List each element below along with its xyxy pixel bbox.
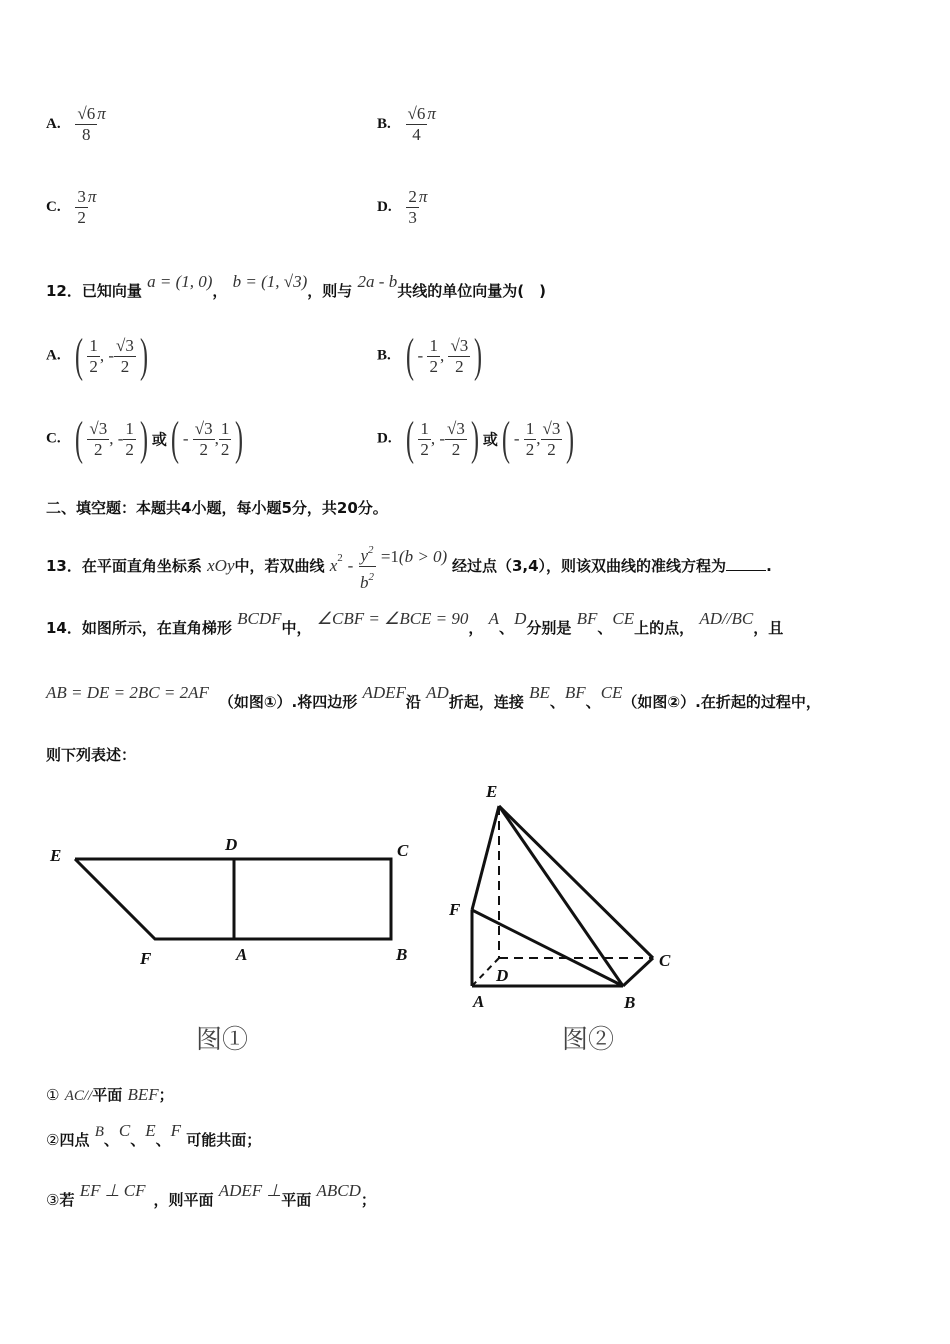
paren: ) — [470, 412, 479, 465]
hyperbola-equation: $x^2$ - $\frac{y^2}{b^2}$ =1(b > 0) — [330, 557, 452, 575]
q11-option-d — [377, 187, 427, 228]
answer-blank[interactable] — [726, 570, 766, 571]
q11-option-a — [46, 104, 106, 145]
edge-ad — [472, 958, 499, 986]
fraction: $\frac{√3}{2}$ — [450, 335, 469, 376]
coord-system: xOy — [207, 556, 235, 575]
separator: ， — [212, 282, 228, 300]
point-label: F — [449, 900, 461, 919]
figure-1 — [75, 859, 391, 939]
option-label: B. — [377, 347, 391, 364]
stem-text: 中，若双曲线 — [234, 557, 325, 575]
point-label: F — [140, 949, 152, 968]
fraction: $\frac{√3}{2}$ — [194, 418, 213, 459]
pi-symbol: π — [97, 104, 106, 123]
q12-option-d: D. ( $\frac{1}{2}$ , - $\frac{√3}{2}$ ) 或( - $\frac{1}{2}$ , $\frac{√3}{2}$ ) — [377, 412, 575, 465]
fraction — [75, 187, 88, 228]
q12-option-c: C. ( $\frac{√3}{2}$ , - $\frac{1}{2}$ ) 或( - $\frac{√3}{2}$ , $\frac{1}{2}$ ) — [46, 412, 244, 465]
q12-option-a: A. ( $\frac{1}{2}$ , - $\frac{√3}{2}$ ) — [46, 329, 148, 382]
point-label: D — [225, 835, 238, 854]
numerator: √6 — [407, 104, 426, 123]
q11-option-b — [377, 104, 436, 145]
numerator: 2 — [408, 187, 417, 206]
edge-ea — [472, 806, 499, 910]
figures — [0, 770, 950, 1090]
denominator: 4 — [412, 125, 421, 144]
fraction: $\frac{√3}{2}$ — [542, 418, 561, 459]
option-label: D. — [377, 430, 392, 447]
fraction: $\frac{√3}{2}$ — [89, 418, 108, 459]
edge-bc — [623, 958, 653, 986]
point-label: C — [397, 841, 409, 860]
vector-b: b = (1, √3) — [232, 272, 308, 291]
point-label: A — [236, 945, 248, 964]
point-label: E — [486, 782, 498, 801]
q14-line1: 14．如图所示，在直角梯形 BCDF中， ∠CBF = ∠BCE = 90， A、D分别是 BF、CE上的点， AD//BC，且 — [46, 609, 784, 637]
paren: ( — [406, 412, 415, 465]
point-label: A — [473, 992, 485, 1011]
point-label: B — [624, 993, 636, 1012]
paren: ( — [75, 329, 84, 382]
statement-1: ① AC//平面 BEF； — [46, 1085, 174, 1104]
pi-symbol: π — [427, 104, 436, 123]
paren: ) — [235, 412, 244, 465]
pi-symbol: π — [87, 187, 97, 206]
vector-a: a = (1, 0) — [147, 272, 213, 291]
q14-line3: 则下列表述： — [46, 746, 137, 764]
question-number: 14． — [46, 619, 82, 637]
statement-2: ②四点 B、C、E、F 可能共面； — [46, 1121, 262, 1149]
stem-text: 经过点（3,4），则该双曲线的准线方程为 — [451, 557, 727, 575]
point-label: E — [50, 846, 62, 865]
option-label: C. — [46, 199, 61, 215]
point-label: B — [396, 945, 408, 964]
option-label: A. — [46, 116, 61, 132]
fraction: $\frac{1}{2}$ — [220, 418, 230, 459]
figure-2 — [472, 806, 653, 986]
section-heading: 二、填空题：本题共4小题，每小题5分，共20分。 — [46, 499, 388, 517]
paren: ( — [405, 329, 414, 382]
option-label: C. — [46, 430, 61, 447]
stem-text: 共线的单位向量为( ) — [397, 282, 546, 300]
option-label: D. — [377, 199, 392, 215]
option-label: A. — [46, 347, 61, 364]
option-label: B. — [377, 116, 391, 132]
paren: ) — [139, 412, 148, 465]
question-number: 12． — [46, 282, 82, 300]
point-label: C — [659, 951, 671, 970]
stem-text: 在平面直角坐标系 — [81, 557, 202, 575]
fraction: $\frac{√3}{2}$ — [447, 418, 465, 459]
fraction — [406, 104, 428, 145]
fraction: $\frac{y^2}{b^2}$ — [358, 540, 376, 593]
denominator: 8 — [82, 125, 91, 144]
numerator: √6 — [77, 104, 96, 123]
fraction — [406, 187, 419, 228]
figure-caption: 图② — [562, 1025, 615, 1054]
fraction: $\frac{1}{2}$ — [89, 335, 98, 376]
fraction: $\frac{1}{2}$ — [429, 335, 438, 376]
paren: ( — [75, 412, 84, 465]
paren: ( — [170, 412, 179, 465]
or-text: 或 — [482, 430, 498, 449]
q12-option-b: B. ( - $\frac{1}{2}$ , $\frac{√3}{2}$ ) — [377, 329, 483, 382]
paren: ) — [474, 329, 483, 382]
q11-option-c — [46, 187, 96, 228]
fraction: $\frac{1}{2}$ — [125, 418, 134, 459]
or-text: 或 — [151, 430, 167, 449]
pi-symbol: π — [418, 187, 428, 206]
point-label: D — [496, 966, 509, 985]
paren: ) — [566, 412, 575, 465]
fraction: $\frac{1}{2}$ — [420, 418, 429, 459]
q12-stem — [46, 272, 546, 301]
stem-text: 已知向量 — [81, 282, 142, 300]
statement-3: ③若 EF ⊥ CF ，则平面 ADEF ⊥平面 ABCD； — [46, 1181, 376, 1209]
fraction: $\frac{√3}{2}$ — [116, 335, 134, 376]
fraction: $\frac{1}{2}$ — [525, 418, 535, 459]
denominator: 3 — [408, 208, 417, 227]
denominator: 2 — [77, 208, 86, 227]
paren: ) — [139, 329, 148, 382]
q13-stem: 13．在平面直角坐标系 xOy中，若双曲线 $x^2$ - $\frac{y^2}{b^2}$ =1(b > 0) 经过点（3,4），则该双曲线的准线方程为 . — [46, 530, 772, 594]
figure-caption: 图① — [196, 1025, 249, 1054]
question-number: 13． — [46, 557, 82, 575]
fraction — [75, 104, 97, 145]
expression: 2a - b — [357, 272, 398, 291]
numerator: 3 — [77, 187, 86, 206]
paren: ( — [501, 412, 510, 465]
q14-line2: AB = DE = 2BC = 2AF （如图①）.将四边形 ADEF沿 AD折起，连接 BE、BF、CE（如图②）.在折起的过程中， — [46, 683, 821, 711]
stem-text: ，则与 — [307, 282, 353, 300]
edge-fb — [472, 910, 623, 986]
